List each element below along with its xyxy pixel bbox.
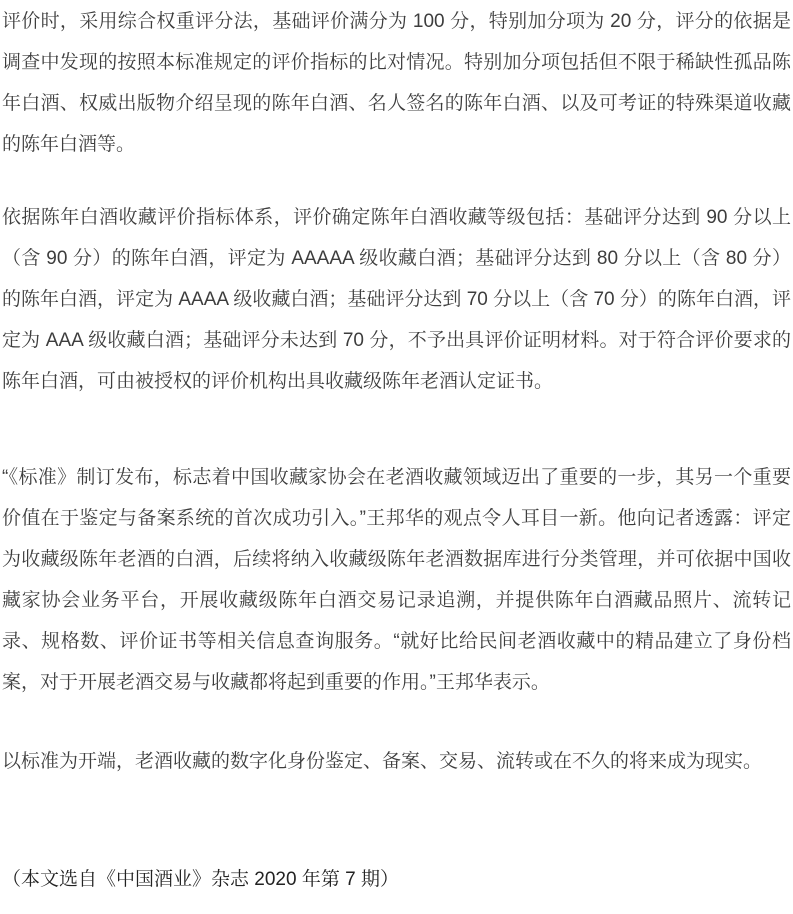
paragraph-grading-levels: 依据陈年白酒收藏评价指标体系，评价确定陈年白酒收藏等级包括：基础评分达到 90 分以上（含 90 分）的陈年白酒，评定为 AAAAA 级收藏白酒；基础评分达到 80 分以上（含 80 分）的陈年白酒，评定为 AAAA 级收藏白酒；基础评分达到 70 分以上（含 70 分）的陈年白酒，评定为 AAA 级收藏白酒；基础评分未达到 70 分，不予出具评价证明材料。对于符合评价要求的陈年白酒，可由被授权的评价机构出具收藏级陈年老酒认定证书。 — [2, 207, 791, 392]
source-attribution: （本文选自《中国酒业》杂志 2020 年第 7 期） — [2, 869, 399, 890]
paragraph-quote-wang-banghua: “《标准》制订发布，标志着中国收藏家协会在老酒收藏领域迈出了重要的一步，其另一个重要价值在于鉴定与备案系统的首次成功引入。”王邦华的观点令人耳目一新。他向记者透露：评定为收藏级陈年老酒的白酒，后续将纳入收藏级陈年老酒数据库进行分类管理，并可依据中国收藏家协会业务平台，开展收藏级陈年白酒交易记录追溯，并提供陈年白酒藏品照片、流转记录、规格数、评价证书等相关信息查询服务。“就好比给民间老酒收藏中的精品建立了身份档案，对于开展老酒交易与收藏都将起到重要的作用。”王邦华表示。 — [2, 467, 791, 693]
paragraph-outlook: 以标准为开端，老酒收藏的数字化身份鉴定、备案、交易、流转或在不久的将来成为现实。 — [2, 751, 763, 772]
paragraph-scoring-method: 评价时，采用综合权重评分法，基础评价满分为 100 分，特别加分项为 20 分，评分的依据是调查中发现的按照本标准规定的评价指标的比对情况。特别加分项包括但不限于稀缺性孤品陈年白酒、权威出版物介绍呈现的陈年白酒、名人签名的陈年白酒、以及可考证的特殊渠道收藏的陈年白酒等。 — [2, 11, 791, 155]
